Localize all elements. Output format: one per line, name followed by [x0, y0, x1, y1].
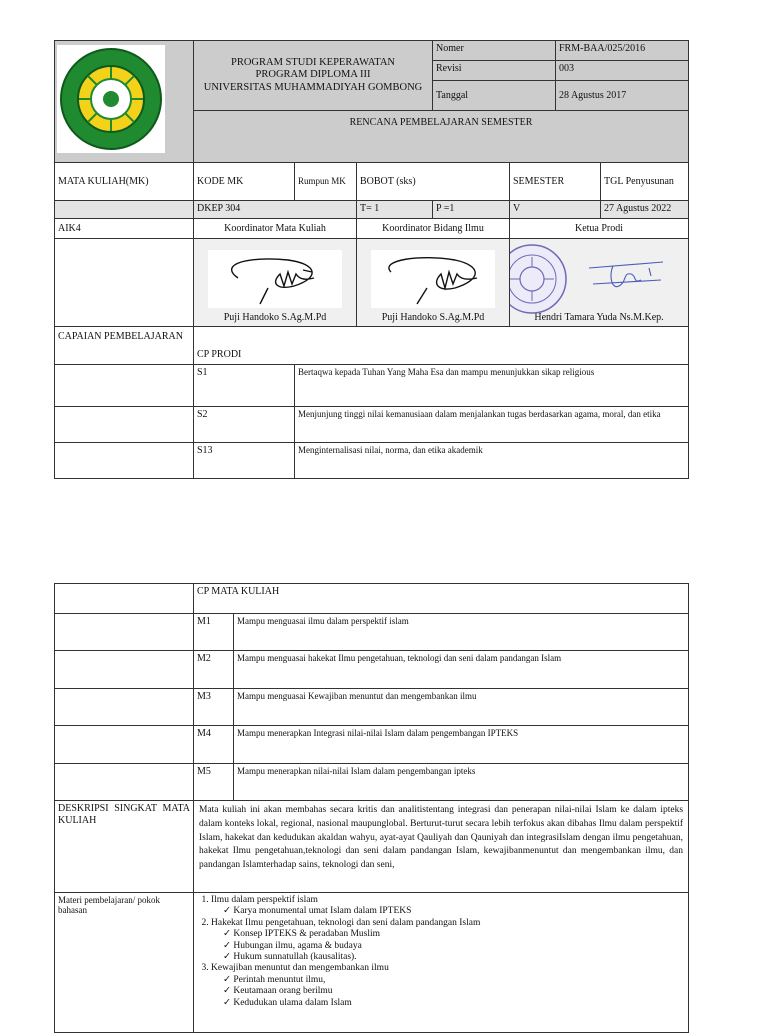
signature-cell-2 [357, 239, 510, 327]
label-rumpun-mk: Rumpun MK [295, 163, 357, 201]
cp-mk-text: Mampu menguasai ilmu dalam perspektif islam [234, 614, 689, 651]
label-bobot: BOBOT (sks) [357, 163, 510, 201]
cp-mk-code: M5 [194, 764, 234, 801]
empty-cell [55, 239, 194, 327]
materi-item [211, 895, 685, 918]
materi-subitem: ✓ Keutamaan orang berilmu [223, 986, 685, 997]
university-logo [57, 45, 165, 153]
deskripsi-label: DESKRIPSI SINGKAT MATA KULIAH [55, 801, 194, 893]
role-koordinator-mk: Koordinator Mata Kuliah [194, 219, 357, 239]
cp-mk-code: M3 [194, 689, 234, 726]
role-ketua-prodi: Ketua Prodi [510, 219, 689, 239]
empty-cell [55, 651, 194, 689]
cp-prodi-label: CP PRODI [194, 327, 689, 365]
empty-cell [55, 407, 194, 443]
program-line-2: PROGRAM DIPLOMA III [255, 69, 371, 81]
cp-mk-text: Mampu menerapkan nilai-nilai Islam dalam pengembangan ipteks [234, 764, 689, 801]
materi-subitem: ✓ Perintah menuntut ilmu, [223, 975, 685, 986]
materi-title: Ilmu dalam perspektif islam [211, 895, 318, 905]
value-p: P =1 [433, 201, 510, 219]
value-t: T= 1 [357, 201, 433, 219]
role-koordinator-bidang: Koordinator Bidang Ilmu [357, 219, 510, 239]
materi-subitem: ✓ Hubungan ilmu, agama & budaya [223, 941, 685, 952]
materi-subitem: ✓ Hukum sunnatullah (kausalitas). [223, 952, 685, 963]
meta-value-nomer: FRM-BAA/025/2016 [556, 41, 689, 61]
empty-cell [55, 365, 194, 407]
cp-mk-text: Mampu menerapkan Integrasi nilai-nilai Islam dalam pengembangan IPTEKS [234, 726, 689, 764]
label-kode-mk: KODE MK [194, 163, 295, 201]
cp-prodi-text: Bertaqwa kepada Tuhan Yang Maha Esa dan mampu menunjukkan sikap religious [295, 365, 689, 407]
signer-name-1: Puji Handoko S.Ag.M.Pd [223, 311, 327, 323]
signature-1 [208, 250, 342, 308]
document-title: RENCANA PEMBELAJARAN SEMESTER [194, 111, 689, 163]
empty-cell [55, 614, 194, 651]
cp-mk-text: Mampu menguasai Kewajiban menuntut dan mengembankan ilmu [234, 689, 689, 726]
signature-3 [582, 250, 674, 308]
label-mata-kuliah: MATA KULIAH(MK) [55, 163, 194, 201]
value-tgl-penyusunan: 27 Agustus 2022 [601, 201, 689, 219]
empty-cell [55, 201, 194, 219]
cp-prodi-text: Menginternalisasi nilai, norma, dan etika akademik [295, 443, 689, 479]
meta-value-revisi: 003 [556, 61, 689, 81]
cp-prodi-text: Menjunjung tinggi nilai kemanusiaan dalam menjalankan tugas berdasarkan agama, moral, dan etika [295, 407, 689, 443]
signer-name-3: Hendri Tamara Yuda Ns.M.Kep. [534, 311, 664, 323]
materi-subitem: ✓ Karya monumental umat Islam dalam IPTEKS [223, 906, 685, 917]
materi-item [211, 963, 685, 1009]
empty-cell [55, 584, 194, 614]
signature-cell-1 [194, 239, 357, 327]
official-stamp [510, 243, 569, 315]
course-name: AIK4 [55, 219, 194, 239]
empty-cell [55, 726, 194, 764]
materi-title: Kewajiban menuntut dan mengembankan ilmu [211, 963, 389, 974]
program-line-3: UNIVERSITAS MUHAMMADIYAH GOMBONG [203, 81, 423, 93]
materi-list [197, 895, 685, 1009]
meta-label-revisi: Revisi [433, 61, 556, 81]
empty-cell [55, 689, 194, 726]
cp-mk-text: Mampu menguasai hakekat Ilmu pengetahuan, teknologi dan seni dalam pandangan Islam [234, 651, 689, 689]
logo-cell [55, 41, 194, 163]
meta-value-tanggal: 28 Agustus 2017 [556, 81, 689, 111]
empty-cell [55, 443, 194, 479]
rps-course-table [54, 583, 689, 1033]
value-semester: V [510, 201, 601, 219]
materi-list-cell [194, 893, 689, 1033]
cp-prodi-code: S1 [194, 365, 295, 407]
meta-label-tanggal: Tanggal [433, 81, 556, 111]
label-semester: SEMESTER [510, 163, 601, 201]
materi-title: Hakekat Ilmu pengetahuan, teknologi dan seni dalam pandangan Islam [211, 917, 481, 928]
deskripsi-text: Mata kuliah ini akan membahas secara kritis dan analitistentang integrasi dan penerapan nilai-nilai Islam ke dalam ipteks dalam konteks lokal, regional, nasional maupunglobal. Berturut-turut secara lebih terfokus akan dibahas Ilmu dalam perspektif Islam, hakekat dan kedudukan akaldan wahyu, ayat-ayat Qauliyah dan Qauniyah dan integrasiIslam dengan ilmu pengetahuan, hakekat Ilmu pengetahuan,teknologi dan seni dalam pandangan Islam, kewajibanmenuntut dan mengembankan ilmu, dan pandangan Islamterhadap sains, teknologi dan seni, [194, 801, 689, 893]
signer-name-2: Puji Handoko S.Ag.M.Pd [381, 311, 485, 323]
cp-mk-code: M4 [194, 726, 234, 764]
cp-prodi-code: S2 [194, 407, 295, 443]
rps-header-table [54, 40, 689, 479]
label-tgl-penyusunan: TGL Penyusunan [601, 163, 689, 201]
cp-mk-label: CP MATA KULIAH [194, 584, 689, 614]
materi-subitem: ✓ Konsep IPTEKS & peradaban Muslim [223, 929, 685, 940]
cp-prodi-code: S13 [194, 443, 295, 479]
cp-mk-code: M2 [194, 651, 234, 689]
signature-cell-3 [510, 239, 689, 327]
empty-cell [55, 764, 194, 801]
program-line-1: PROGRAM STUDI KEPERAWATAN [231, 57, 395, 69]
materi-item [211, 918, 685, 964]
materi-label: Materi pembelajaran/ pokok bahasan [55, 893, 194, 1033]
capaian-label: CAPAIAN PEMBELAJARAN [55, 327, 194, 365]
program-title-cell [194, 41, 433, 111]
signature-2 [371, 250, 495, 308]
meta-label-nomer: Nomer [433, 41, 556, 61]
materi-subitem: ✓ Kedudukan ulama dalam Islam [223, 998, 685, 1009]
value-kode-mk: DKEP 304 [194, 201, 357, 219]
cp-mk-code: M1 [194, 614, 234, 651]
